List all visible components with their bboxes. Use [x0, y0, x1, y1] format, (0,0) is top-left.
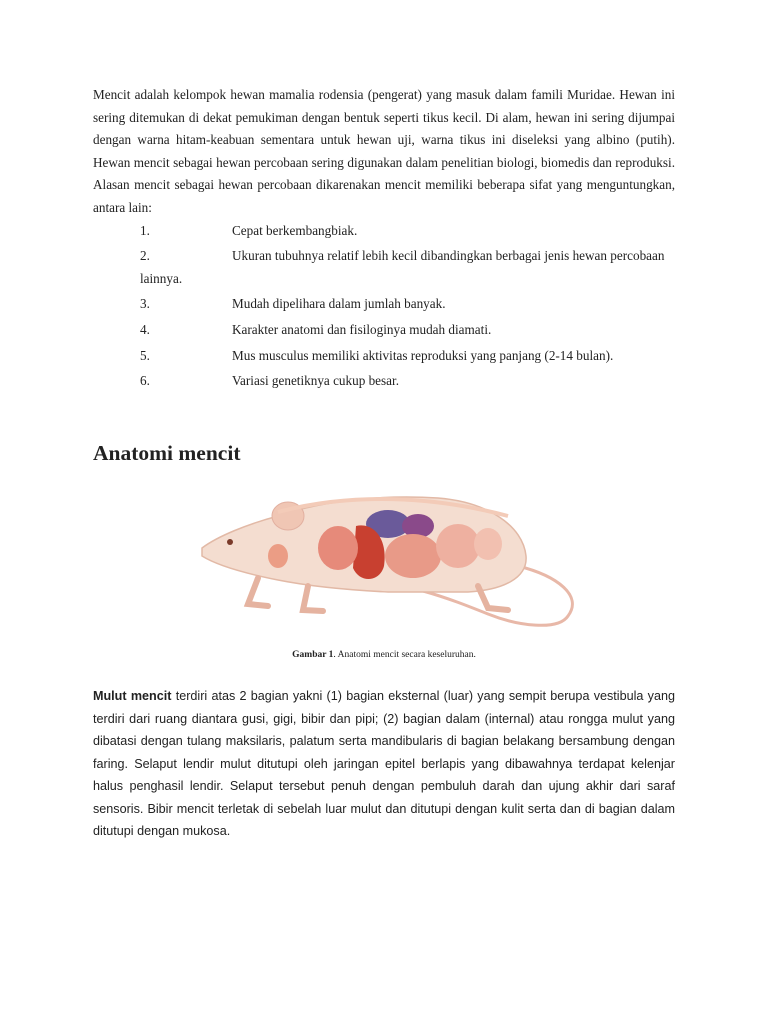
list-item: 2. Ukuran tubuhnya relatif lebih kecil dibandingkan berbagai jenis hewan percobaan lainnya. — [140, 248, 665, 286]
list-item: 1. Cepat berkembangbiak. — [140, 222, 358, 238]
list-item: 6. Variasi genetiknya cukup besar. — [140, 373, 399, 389]
list-item: 5. Mus musculus memiliki aktivitas reproduksi yang panjang (2-14 bulan). — [140, 347, 614, 363]
list-item: 4. Karakter anatomi dan fisiloginya mudah diamati. — [140, 321, 492, 337]
section-heading: Anatomi mencit — [93, 441, 241, 465]
intro-paragraph: Mencit adalah kelompok hewan mamalia rodensia (pengerat) yang masuk dalam famili Muridae. Hewan ini sering ditemukan di dekat pemukiman dengan bentuk seperti tikus kecil. Di alam, hewan ini sering dijumpai dengan warna hitam-keabuan sementara untuk hewan uji, warna tikus ini diseleksi yang albino (putih). Hewan mencit sebagai hewan percobaan sering digunakan dalam penelitian biologi, biomedis dan reproduksi. Alasan mencit sebagai hewan percobaan dikarenakan mencit memiliki beberapa sifat yang menguntungkan, antara lain: — [93, 87, 675, 215]
figure-caption: Gambar 1. Anatomi mencit secara keseluruhan. — [292, 650, 476, 660]
mouse-anatomy-illustration — [188, 486, 583, 636]
mouth-term: Mulut mencit — [93, 689, 172, 703]
intro-section — [93, 84, 675, 396]
advantages-list — [93, 220, 675, 393]
list-item: 3. Mudah dipelihara dalam jumlah banyak. — [140, 296, 446, 312]
mouse-anatomy-figure — [188, 486, 583, 636]
mouth-paragraph: Mulut mencit terdiri atas 2 bagian yakni (1) bagian eksternal (luar) yang sempit berupa vestibula yang terdiri dari ruang diantara gusi, gigi, bibir dan pipi; (2) bagian dalam (internal) atau rongga mulut yang dibatasi dengan tulang maksilaris, palatum serta mandibularis di bagian belakang bersambung dengan faring. Selaput lendir mulut ditutupi oleh jaringan epitel berlapis yang dibawahnya terdapat kelenjar halus penghasil lendir. Selaput tersebut penuh dengan pembuluh darah dan ujung akhir dari saraf sensoris. Bibir mencit terletak di sebelah luar mulut dan ditutupi dengan kulit serta dan di bagian dalam ditutupi dengan mukosa. — [93, 689, 675, 838]
